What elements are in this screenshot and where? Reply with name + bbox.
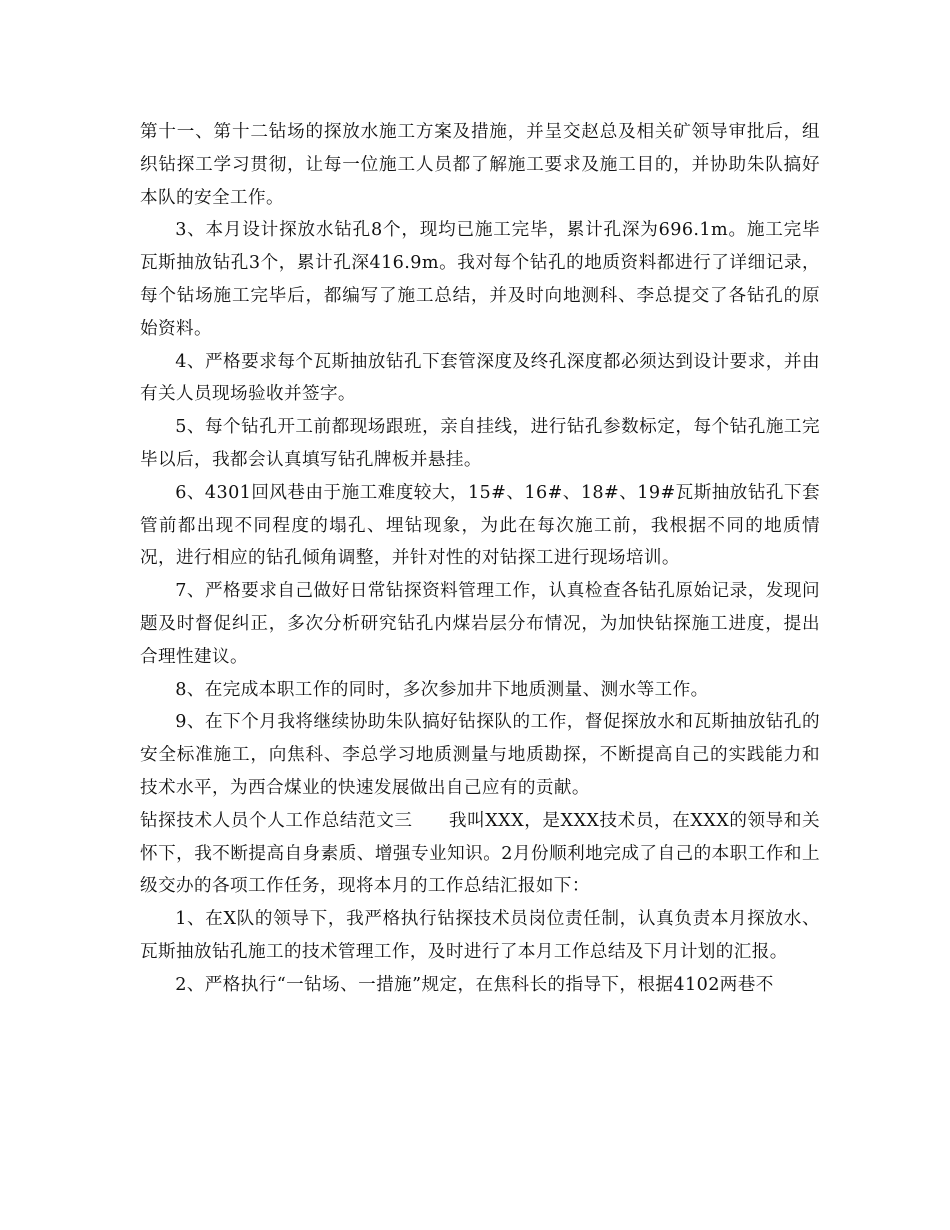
paragraph-1: 第十一、第十二钻场的探放水施工方案及措施，并呈交赵总及相关矿领导审批后，组织钻探工学习贯彻，让每一位施工人员都了解施工要求及施工目的，并协助朱队搞好本队的安全工作。: [140, 122, 820, 208]
paragraph-9: 钻探技术人员个人工作总结范文三 我叫XXX，是XXX技术员，在XXX的领导和关怀下，我不断提高自身素质、增强专业知识。2月份顺利地完成了自己的本职工作和上级交办的各项工作任务，现将本月的工作总结汇报如下：: [140, 810, 820, 897]
paragraph-5: 6、4301回风巷由于施工难度较大，15#、16#、18#、19#瓦斯抽放钻孔下套管前都出现不同程度的塌孔、埋钻现象，为此在每次施工前，我根据不同的地质情况，进行相应的钻孔倾角调整，并针对性的对钻探工进行现场培训。: [140, 482, 820, 569]
paragraph-4: 5、每个钻孔开工前都现场跟班，亲自挂线，进行钻孔参数标定，每个钻孔施工完毕以后，我都会认真填写钻孔牌板并悬挂。: [140, 417, 820, 470]
paragraph-2: 3、本月设计探放水钻孔8个，现均已施工完毕，累计孔深为696.1m。施工完毕瓦斯抽放钻孔3个，累计孔深416.9m。我对每个钻孔的地质资料都进行了详细记录，每个钻场施工完毕后，都编写了施工总结，并及时向地测科、李总提交了各钻孔的原始资料。: [140, 220, 820, 339]
document-body: [140, 116, 820, 1002]
paragraph-3: 4、严格要求每个瓦斯抽放钻孔下套管深度及终孔深度都必须达到设计要求，并由有关人员现场验收并签字。: [140, 351, 820, 405]
paragraph-11: 2、严格执行“一钻场、一措施”规定，在焦科长的指导下，根据4102两巷不: [175, 974, 774, 995]
paragraph-6: 7、严格要求自己做好日常钻探资料管理工作，认真检查各钻孔原始记录，发现问题及时督促纠正，多次分析研究钻孔内煤岩层分布情况，为加快钻探施工进度，提出合理性建议。: [140, 581, 820, 667]
paragraph-7: 8、在完成本职工作的同时，多次参加井下地质测量、测水等工作。: [175, 679, 709, 700]
paragraph-8: 9、在下个月我将继续协助朱队搞好钻探队的工作，督促探放水和瓦斯抽放钻孔的安全标准施工，向焦科、李总学习地质测量与地质勘探，不断提高自己的实践能力和技术水平，为西合煤业的快速发展做出自己应有的贡献。: [140, 712, 820, 798]
paragraph-10: 1、在X队的领导下，我严格执行钻探技术员岗位责任制，认真负责本月探放水、瓦斯抽放钻孔施工的技术管理工作，及时进行了本月工作总结及下月计划的汇报。: [140, 909, 820, 962]
